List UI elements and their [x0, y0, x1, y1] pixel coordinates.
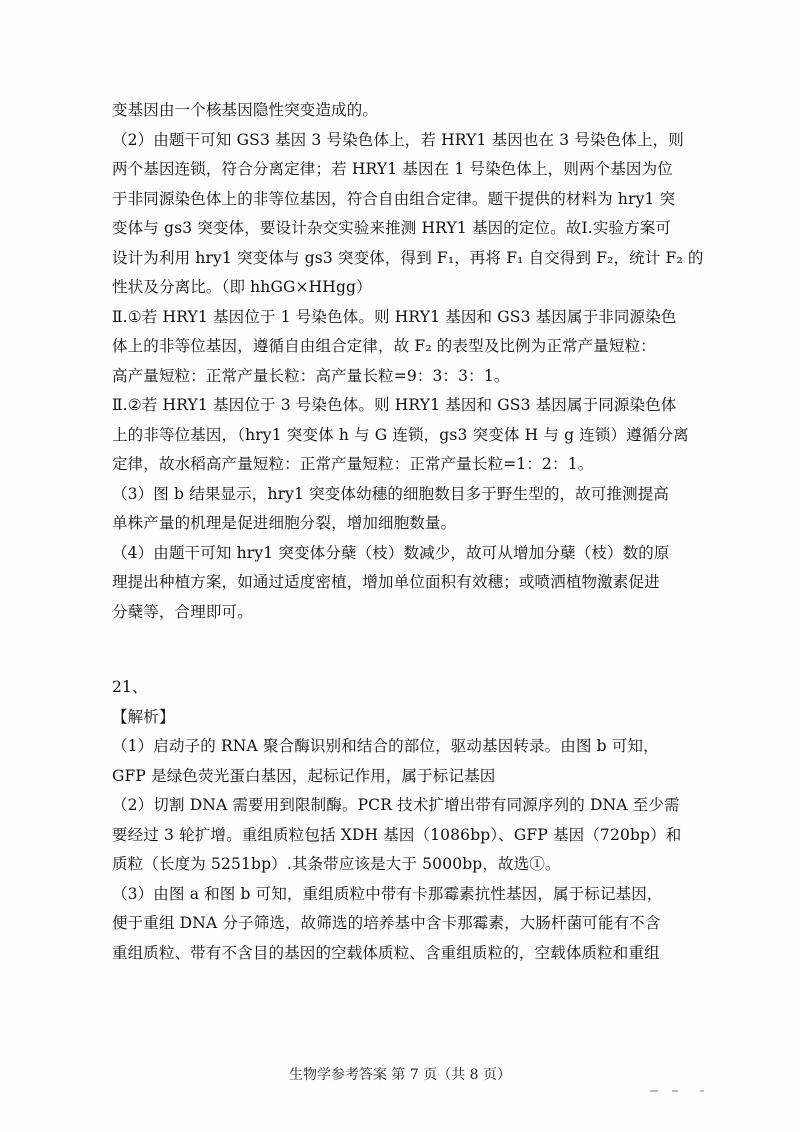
text-line: 于非同源染色体上的非等位基因，符合自由组合定律。题干提供的材料为 hry1 突 — [112, 189, 676, 208]
answer-content — [112, 96, 702, 968]
text-line: 分蘖等，合理即可。 — [112, 602, 253, 621]
text-line: GFP 是绿色荧光蛋白基因，起标记作用，属于标记基因 — [112, 766, 496, 785]
text-line: （1）启动子的 RNA 聚合酶识别和结合的部位，驱动基因转录。由图 b 可知， — [112, 737, 659, 755]
text-line: 设计为利用 hry1 突变体与 gs3 突变体，得到 F₁，再将 F₁ 自交得到 F₂，统计 F₂ 的 — [112, 248, 704, 267]
text-line: （3）由图 a 和图 b 可知，重组质粒中带有卡那霉素抗性基因，属于标记基因， — [112, 884, 663, 903]
text-line: 高产量短粒：正常产量长粒：高产量长粒=9：3：3：1。 — [112, 366, 510, 385]
text-line: 重组质粒、带有不含目的基因的空载体质粒、含重组质粒的，空载体质粒和重组 — [112, 943, 660, 962]
text-line: 变体与 gs3 突变体，要设计杂交实验来推测 HRY1 基因的定位。故Ⅰ.实验方案可 — [112, 219, 672, 237]
text-line: 定律，故水稻高产量短粒：正常产量短粒：正常产量长粒=1：2：1。 — [112, 455, 594, 473]
page-footer: 生物学参考答案 第 7 页（共 8 页） — [288, 1067, 512, 1083]
text-line: 便于重组 DNA 分子筛选，故筛选的培养基中含卡那霉素，大肠杆菌可能有不含 — [112, 914, 661, 932]
text-line: Ⅱ.①若 HRY1 基因位于 1 号染色体。则 HRY1 基因和 GS3 基因属于非同源染色 — [112, 307, 677, 326]
text-line: 质粒（长度为 5251bp）.其条带应该是大于 5000bp，故选①。 — [112, 855, 561, 873]
question-number: 21、 — [112, 678, 148, 696]
answer-block-q21 — [112, 732, 702, 968]
text-line: 要经过 3 轮扩增。重组质粒包括 XDH 基因（1086bp）、GFP 基因（720bp）和 — [112, 825, 682, 844]
text-line: （3）图 b 结果显示，hry1 突变体幼穗的细胞数目多于野生型的，故可推测提高 — [112, 484, 670, 503]
section-heading: 【解析】 — [112, 707, 175, 726]
text-line: 性状及分离比。（即 hhGG×HHgg） — [112, 278, 372, 296]
scan-speck — [672, 1090, 678, 1092]
text-line: （4）由题干可知 hry1 突变体分蘖（枝）数减少，故可从增加分蘖（枝）数的原 — [112, 543, 670, 562]
answer-block-q20 — [112, 96, 702, 627]
text-line: 上的非等位基因，（hry1 突变体 h 与 G 连锁，gs3 突变体 H 与 g 连锁）遵循分离 — [112, 425, 689, 444]
text-line: 体上的非等位基因，遵循自由组合定律，故 F₂ 的表型及比例为正常产量短粒： — [112, 337, 656, 355]
scan-speck — [700, 1090, 704, 1092]
text-line: （2）由题干可知 GS3 基因 3 号染色体上，若 HRY1 基因也在 3 号染色体上，则 — [112, 130, 684, 149]
spacer — [112, 627, 702, 673]
text-line: 理提出种植方案，如通过适度密植，增加单位面积有效穗；或喷洒植物激素促进 — [112, 573, 660, 591]
text-line: 变基因由一个核基因隐性突变造成的。 — [112, 101, 379, 119]
scan-speck — [650, 1090, 658, 1092]
text-line: Ⅱ.②若 HRY1 基因位于 3 号染色体。则 HRY1 基因和 GS3 基因属于同源染色体 — [112, 396, 677, 414]
text-line: （2）切割 DNA 需要用到限制酶。PCR 技术扩增出带有同源序列的 DNA 至少需 — [112, 796, 680, 814]
text-line: 单株产量的机理是促进细胞分裂，增加细胞数量。 — [112, 514, 457, 532]
text-line: 两个基因连锁，符合分离定律；若 HRY1 基因在 1 号染色体上，则两个基因为位 — [112, 160, 673, 178]
